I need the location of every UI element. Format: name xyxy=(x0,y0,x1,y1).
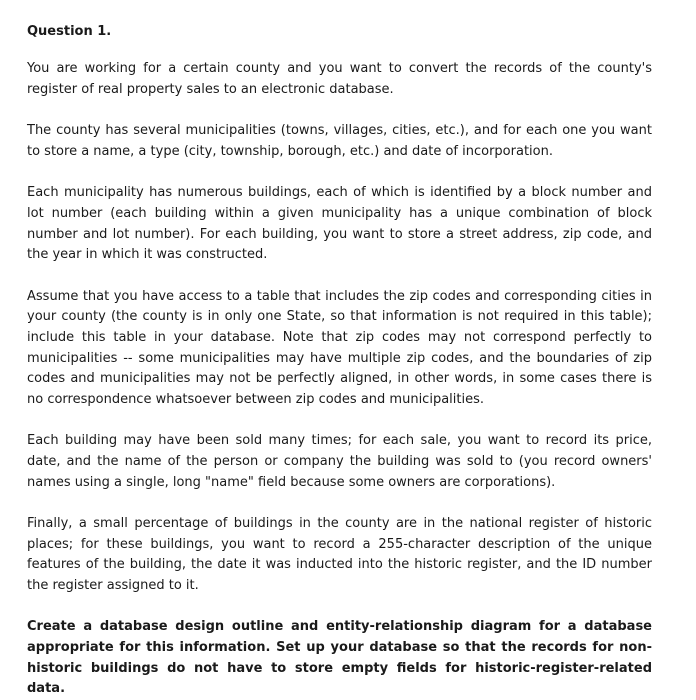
paragraph-buildings: Each municipality has numerous buildings, each of which is identified by a block number and lot number (each building within a given municipality has a unique combination of block number and lot number). For each building, you want to store a street address, zip code, and the year in which it was constructed. xyxy=(27,185,652,263)
instruction-paragraph: Create a database design outline and entity-relationship diagram for a database appropriate for this information. Set up your database so that the records for non-historic buildings do not have to store empty fields for historic-register-related data. xyxy=(27,619,652,697)
paragraph-sales: Each building may have been sold many times; for each sale, you want to record its price, date, and the name of the person or company the building was sold to (you record owners' names using a single, long "name" field because some owners are corporations). xyxy=(27,433,652,490)
paragraph-historic: Finally, a small percentage of buildings in the county are in the national register of historic places; for these buildings, you want to record a 255-character description of the unique features of the building, the date it was inducted into the historic register, and the ID number the register assigned to it. xyxy=(27,516,652,593)
question-title: Question 1. xyxy=(27,24,112,39)
paragraph-intro: You are working for a certain county and you want to convert the records of the county's register of real property sales to an electronic database. xyxy=(27,61,652,97)
paragraph-zip-codes: Assume that you have access to a table that includes the zip codes and corresponding cities in your county (the county is in only one State, so that information is not required in this table); include this table in your database. Note that zip codes may not correspond perfectly to municipalities -- some municipalities may have multiple zip codes, and the boundaries of zip codes and municipalities may not be perfectly aligned, in other words, in some cases there is no correspondence whatsoever between zip codes and municipalities. xyxy=(27,288,652,407)
paragraph-municipalities: The county has several municipalities (towns, villages, cities, etc.), and for each one you want to store a name, a type (city, township, borough, etc.) and date of incorporation. xyxy=(27,123,652,159)
